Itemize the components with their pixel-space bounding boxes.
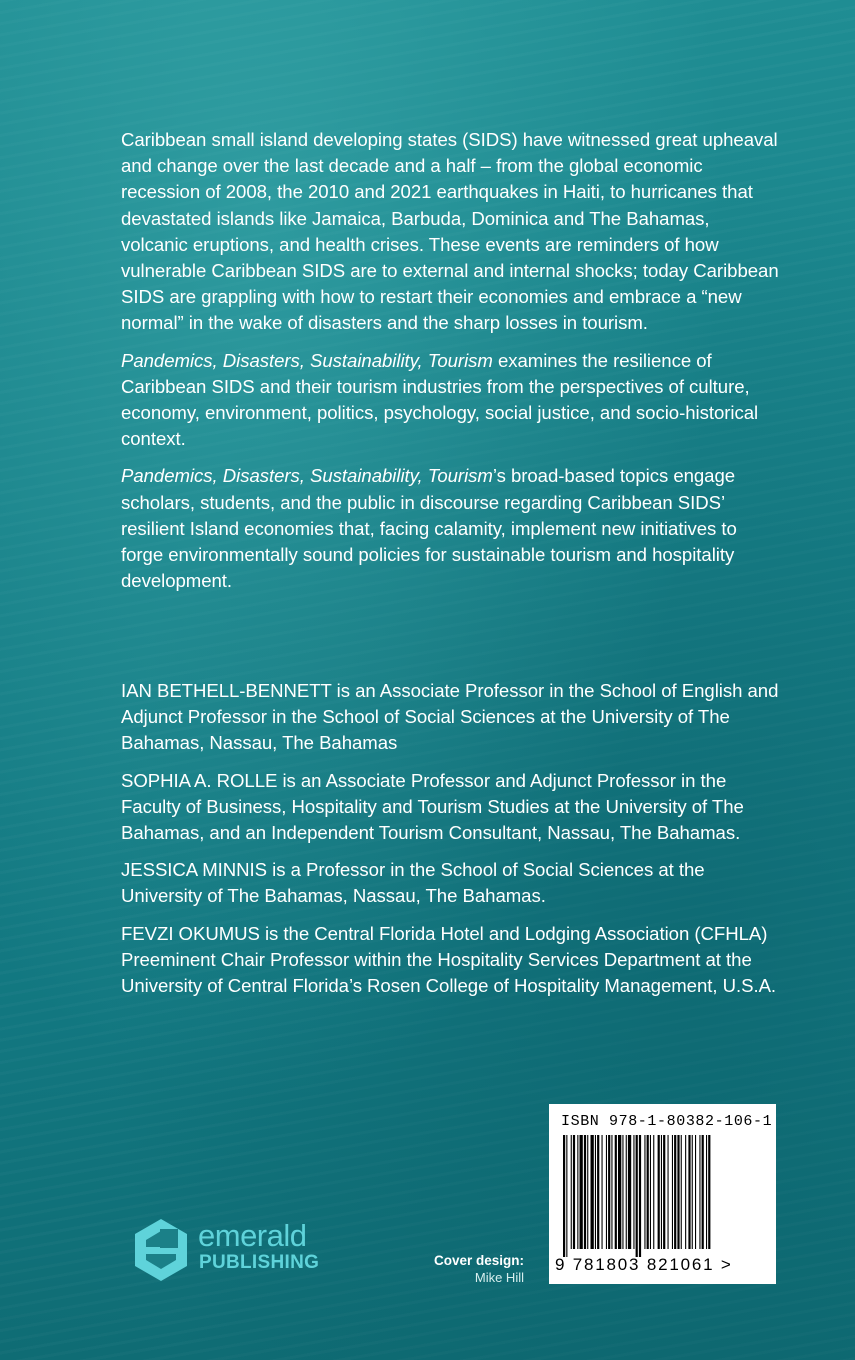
barcode-bar (663, 1135, 665, 1249)
barcode-bar (597, 1135, 599, 1249)
barcode-bar (573, 1135, 575, 1249)
barcode-bar (611, 1135, 612, 1249)
description-paragraph-3 (121, 463, 781, 594)
author-bio: JESSICA MINNIS is a Professor in the School of Social Sciences at the University of The Bahamas, Nassau, The Bahamas. (121, 859, 705, 907)
publisher-subtitle: PUBLISHING (199, 1252, 320, 1273)
barcode-bar (647, 1135, 649, 1249)
barcode-bar (626, 1135, 627, 1249)
barcode-bar (628, 1135, 631, 1249)
barcode-digits: 9 781803 821061 > (555, 1255, 733, 1274)
isbn-barcode (549, 1104, 776, 1284)
barcode-bar (615, 1135, 617, 1249)
barcode-bar (636, 1135, 638, 1257)
barcode-bar (706, 1135, 707, 1249)
barcode-bar (577, 1135, 578, 1249)
author-bio: SOPHIA A. ROLLE is an Associate Professor and Adjunct Professor in the Faculty of Business, Hospitality and Tourism Studies at the University of The Bahamas, and an Independent Tourism Consultant, Nassau, The Bahamas. (121, 769, 744, 844)
barcode-bar (566, 1135, 567, 1257)
author-bios (121, 678, 781, 1010)
barcode-bar (633, 1135, 634, 1249)
barcode-bar (571, 1135, 572, 1249)
barcode-bar (677, 1135, 679, 1249)
paragraph-text: examines the resilience of Caribbean SIDS and their tourism industries from the perspectives of culture, economy, environment, politics, psychology, social justice, and socio-historical context. (121, 349, 759, 450)
barcode-bar (618, 1135, 621, 1249)
book-title-italic: Pandemics, Disasters, Sustainability, Tourism (121, 349, 493, 371)
barcode-bar (591, 1135, 594, 1249)
barcode-bar (563, 1135, 565, 1257)
barcode-bar (658, 1135, 660, 1249)
barcode-bar (595, 1135, 596, 1249)
barcode-bar (606, 1135, 607, 1249)
isbn-label: ISBN 978-1-80382-106-1 (561, 1113, 773, 1130)
cover-credit (434, 1252, 524, 1286)
barcode-bar (602, 1135, 603, 1249)
book-title-italic: Pandemics, Disasters, Sustainability, Tourism (121, 465, 493, 487)
barcode-bar (672, 1135, 673, 1249)
barcode-bar (702, 1135, 704, 1249)
barcode-bar (644, 1135, 645, 1249)
author-bio: IAN BETHELL-BENNETT is an Associate Professor in the School of English and Adjunct Professor in the School of Social Sciences at the University of The Bahamas, Nassau, The Bahamas (121, 680, 779, 754)
barcode-bar (661, 1135, 662, 1249)
cover-designer-name: Mike Hill (474, 1270, 524, 1285)
barcode-bar (622, 1135, 623, 1249)
barcode-bar (584, 1135, 586, 1249)
publisher-name: emerald (198, 1218, 307, 1253)
barcode-bar (695, 1135, 696, 1249)
cover-credit-label: Cover design: (433, 1253, 524, 1268)
description-paragraph-2 (121, 348, 781, 453)
barcode-bar (674, 1135, 676, 1249)
barcode-bar (708, 1135, 710, 1249)
barcode-bar (650, 1135, 651, 1249)
barcode-bar (685, 1135, 686, 1249)
emerald-hexagon-logo-icon (132, 1217, 190, 1283)
barcode-bar (668, 1135, 669, 1249)
author-bio: FEVZI OKUMUS is the Central Florida Hotel and Lodging Association (CFHLA) Preeminent Chair Professor within the Hospitality Services Department at the University of Central Florida’s Rosen College of Hospitality Management, U.S.A. (121, 922, 777, 997)
barcode-bar (580, 1135, 583, 1249)
barcode-bar (688, 1135, 690, 1249)
barcode-bar (681, 1135, 682, 1249)
barcode-bar (699, 1135, 700, 1249)
barcode-bars (559, 1135, 765, 1257)
paragraph-text: ’s broad-based topics engage scholars, students, and the public in discourse regarding Caribbean SIDS’ resilient Island economies that, facing calamity, implement new initiatives to forge environmentally sound policies for sustainable tourism and hospitality development. (121, 465, 737, 592)
barcode-bar (608, 1135, 610, 1249)
publisher-logo (132, 1217, 342, 1277)
barcode-bar (587, 1135, 588, 1249)
barcode-bar (639, 1135, 641, 1257)
barcode-bar (653, 1135, 654, 1249)
description-paragraph-1: Caribbean small island developing states (SIDS) have witnessed great upheaval and change over the last decade and a half – from the global economic recession of 2008, the 2010 and 2021 earthquakes in Haiti, to hurricanes that devastated islands like Jamaica, Barbuda, Dominica and The Bahamas, volcanic eruptions, and health crises. These events are reminders of how vulnerable Caribbean SIDS are to external and internal shocks; today Caribbean SIDS are grappling with how to restart their economies and embrace a “new normal” in the wake of disasters and the sharp losses in tourism. (121, 129, 779, 334)
barcode-bar (692, 1135, 693, 1249)
book-description (121, 127, 781, 605)
